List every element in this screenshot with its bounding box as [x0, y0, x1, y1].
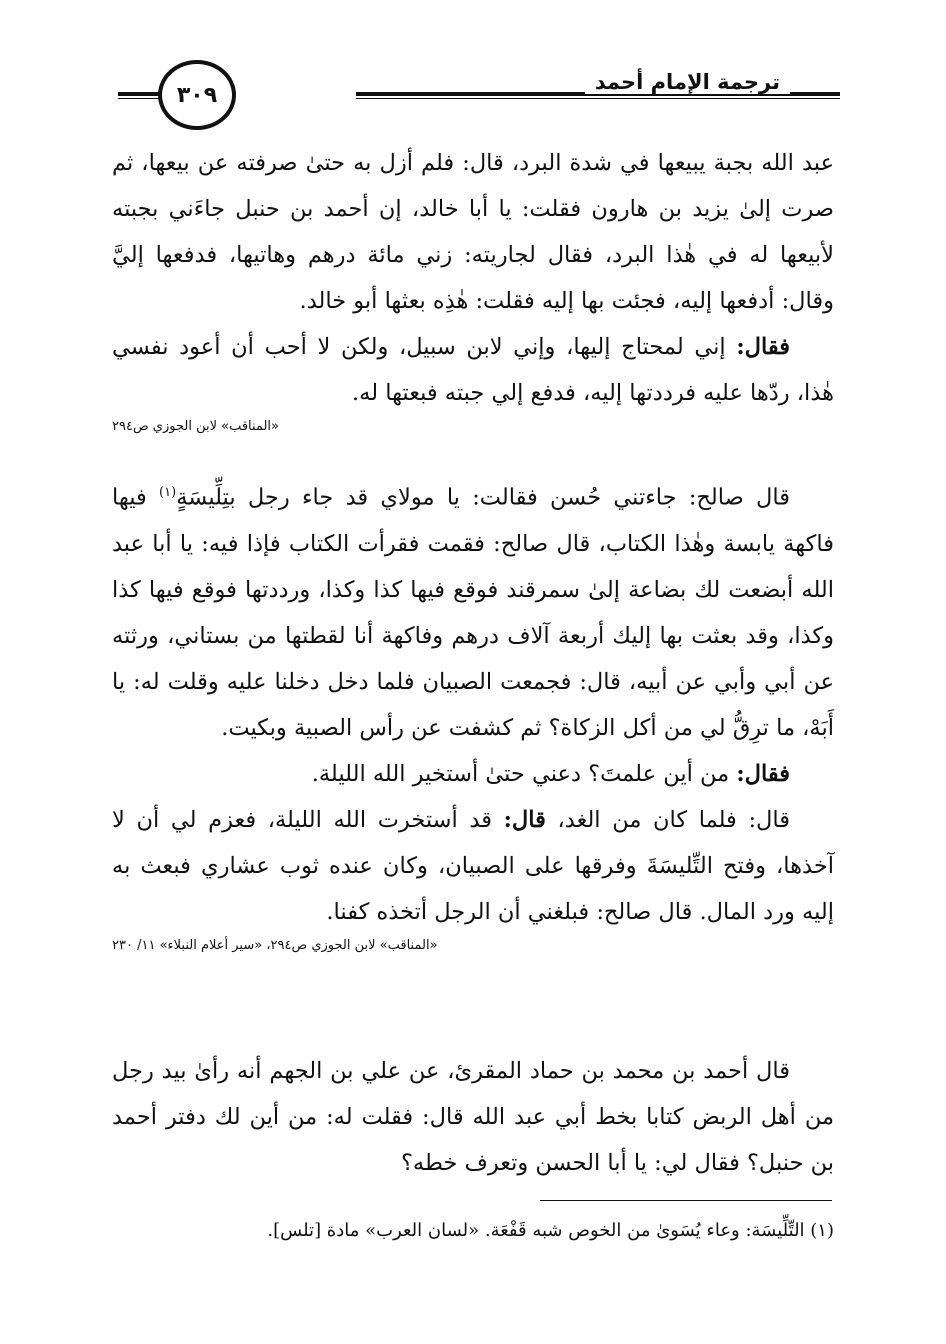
paragraph: عبد الله بجبة يبيعها في شدة البرد، قال: فلم أزل به حتىٰ صرفته عن بيعها، ثم صرت إلىٰ يزيد بن هارون فقلت: يا أبا خالد، إن أحمد بن حنبل جاءَني بجبته لأبيعها له في هٰذا البرد، فقال لجاريته: زني مائة درهم وهاتيها، فدفعها إليَّ وقال: أدفعها إليه، فجئت بها إليه فقلت: هٰذِه بعثها أبو خالد. — [112, 150, 834, 314]
paragraph-text: قال: فلما كان من الغد، — [545, 806, 790, 833]
paragraph — [112, 324, 834, 416]
header-rule-thin — [356, 98, 840, 99]
footnote-separator — [540, 1200, 832, 1201]
paragraph — [112, 797, 834, 935]
paragraph — [112, 470, 834, 751]
paragraph-text: فيها فاكهة يابسة وهٰذا الكتاب، قال صالح: فقمت فقرأت الكتاب فإذا فيه: يا أبا عبد الله أبضعت لك بضاعة إلىٰ سمرقند فوقع فيها كذا وكذا، ورددتها فوقع فيها كذا وكذا، وقد بعثت بها إليك أربعة آلاف درهم وفاكهة أنا لقطتها من بستاني، ورثته عن أبي وأبي عن أبيه، قال: فجمعت الصبيان فلما دخل دخلنا عليه وقلت له: يا أَبَهْ، ما ترِقُّ لي من أكل الزكاة؟ ثم كشفت عن رأس الصبية وبكيت. — [112, 484, 834, 741]
speaker-label: فقال: — [736, 760, 790, 787]
paragraph — [112, 751, 834, 797]
page-header — [118, 58, 840, 128]
header-rule-left-thin — [118, 98, 162, 99]
page-number: ٣٠٩ — [176, 82, 218, 108]
page-number-frame — [158, 60, 236, 130]
paragraph-text: من أين علمتَ؟ دعني حتىٰ أستخير الله الليلة. — [311, 760, 737, 787]
source-citation: «المناقب» لابن الجوزي ص٢٩٤، «سير أعلام النبلاء» ١١/ ٢٣٠ — [112, 937, 438, 953]
speaker-label: قال: — [503, 806, 546, 833]
footnote-marker[interactable]: (١) — [159, 485, 177, 500]
paragraph: قال أحمد بن محمد بن حماد المقرئ، عن علي بن الجهم أنه رأىٰ بيد رجل من أهل الربض كتابا بخط أبي عبد الله قال: فقلت له: من أين لك دفتر أحمد بن حنبل؟ فقال لي: يا أبا الحسن وتعرف خطه؟ — [112, 1058, 834, 1176]
footnote: (١) التِّلِّيسَة: وعاء يُسَوىٰ من الخوص شبه قَفْعَة. «لسان العرب» مادة [تلس]. — [267, 1220, 834, 1241]
block-2 — [112, 470, 834, 957]
block-1 — [112, 140, 834, 438]
speaker-label: فقال: — [736, 334, 790, 360]
paragraph-text: قال صالح: جاءتني حُسن فقالت: يا مولاي قد جاء رجل بتِلِّيسَةٍ — [176, 484, 790, 511]
paragraph-text: إني لمحتاج إليها، وإني لابن سبيل، ولكن لا أحب أن أعود نفسي هٰذا، ردّها عليه فرددتها إليه، فدفع إلي جبته فبعتها له. — [112, 334, 834, 406]
block-3 — [112, 1048, 834, 1186]
header-rule-left — [118, 92, 162, 96]
running-title: ترجمة الإمام أحمد — [585, 70, 790, 94]
paragraph-text: قد أستخرت الله الليلة، فعزم لي أن لا آخذها، وفتح التِّليسَةَ وفرقها على الصبيان، وكان عنده ثوب عشاري فبعث به إليه ورد المال. قال صالح: فبلغني أن الرجل أتخذه كفنا. — [112, 806, 834, 925]
source-citation: «المناقب» لابن الجوزي ص٢٩٤ — [112, 419, 279, 434]
